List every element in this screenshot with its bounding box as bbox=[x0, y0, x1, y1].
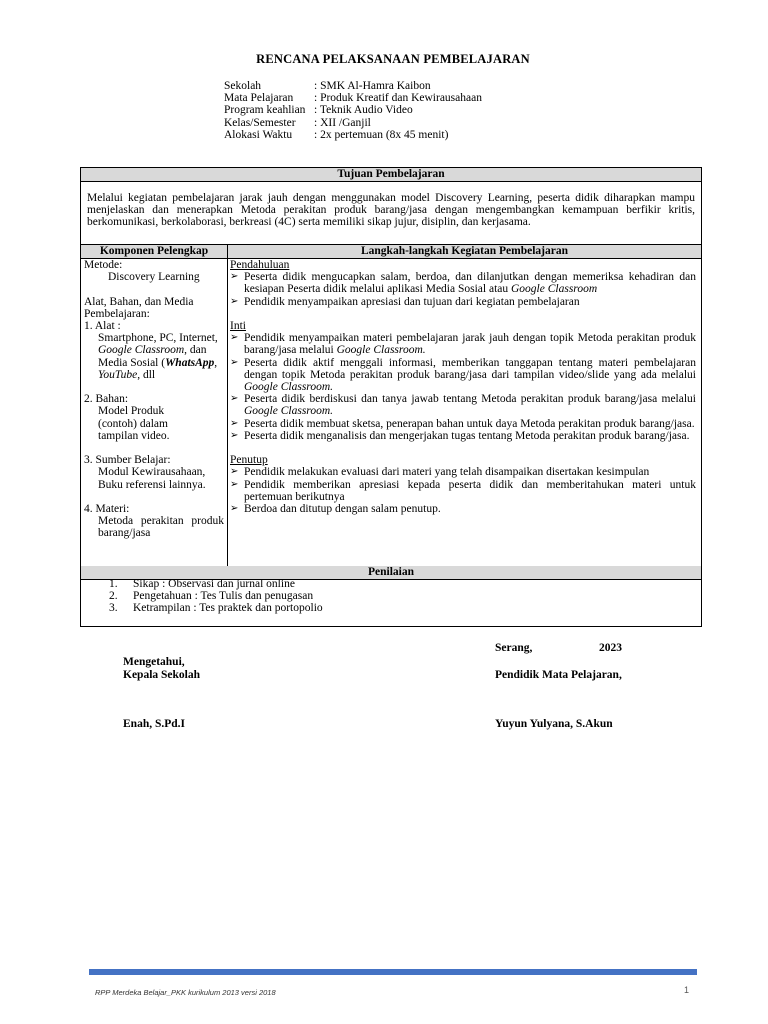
kepala-label: Kepala Sekolah bbox=[123, 669, 201, 681]
arrow-bullet-icon: ➢ bbox=[230, 417, 239, 429]
sign-year: 2023 bbox=[599, 642, 622, 654]
tujuan-header: Tujuan Pembelajaran bbox=[81, 168, 701, 182]
arrow-bullet-icon: ➢ bbox=[230, 503, 239, 515]
info-label: Mata Pelajaran bbox=[224, 92, 294, 105]
list-item: ➢ Pendidik memberikan apresiasi kepada peserta didik dan memberitahukan materi untuk pertemuan berikutnya bbox=[230, 478, 696, 503]
list-item: ➢ Peserta didik membuat sketsa, penerapan bahan untuk daya Metoda perakitan produk barang/jasa. bbox=[230, 417, 695, 430]
info-label: Alokasi Waktu bbox=[224, 128, 293, 141]
page-title: RENCANA PELAKSANAAN PEMBELAJARAN bbox=[256, 52, 530, 66]
info-label: Sekolah bbox=[224, 80, 262, 92]
list-item: ➢ Pendidik melakukan evaluasi dari materi yang telah disampaikan disertakan kesimpulan bbox=[230, 466, 650, 479]
langkah-header: Langkah-langkah Kegiatan Pembelajaran bbox=[228, 245, 701, 259]
list-item: ➢ Pendidik menyampaikan materi pembelajaran jarak jauh dengan topik Metoda perakitan produk barang/jasa melalui Google Classroom. bbox=[230, 332, 696, 357]
penilaian-list bbox=[109, 578, 323, 615]
page-number: 1 bbox=[684, 985, 690, 995]
materi-value: Metoda perakitan produk barang/jasa bbox=[98, 515, 224, 540]
list-item: 3. Ketrampilan : Tes praktek dan portopolio bbox=[109, 602, 323, 615]
pendidik-name: Yuyun Yulyana, S.Akun bbox=[495, 718, 613, 730]
langkah-column bbox=[230, 259, 696, 515]
list-item: ➢ Berdoa dan ditutup dengan salam penutup. bbox=[230, 503, 441, 516]
inti-title: Inti bbox=[230, 320, 246, 332]
arrow-bullet-icon: ➢ bbox=[230, 295, 239, 307]
list-item: 1. Sikap : Observasi dan jurnal online bbox=[109, 578, 295, 590]
arrow-bullet-icon: ➢ bbox=[230, 332, 239, 344]
komponen-header: Komponen Pelengkap bbox=[81, 245, 228, 259]
komponen-langkah-header-row bbox=[81, 245, 701, 259]
bahan-value: Model Produk (contoh) dalam tampilan video. bbox=[98, 405, 170, 442]
pendahuluan-title: Pendahuluan bbox=[230, 259, 290, 271]
info-value: : XII /Ganjil bbox=[314, 116, 371, 129]
info-label: Kelas/Semester bbox=[224, 116, 296, 129]
tujuan-text: Melalui kegiatan pembelajaran jarak jauh dengan menggunakan model Discovery Learning, peserta didik diharapkan mampu menjelaskan dan menerapkan Metoda perakitan produk barang/jasa dengan mengembangkan kemampuan berfikir kritis, berkomunikasi, berkolaborasi, berkreasi (4C) serta memiliki sikap jujur, disiplin, dan kerjasama. bbox=[87, 192, 695, 229]
info-value: : Teknik Audio Video bbox=[314, 104, 413, 117]
info-row-alokasi bbox=[224, 129, 482, 141]
column-divider bbox=[227, 245, 228, 567]
list-item: ➢ Peserta didik mengucapkan salam, berdoa, dan dilanjutkan dengan memeriksa kehadiran dan kesiapan Peserta didik melalui aplikasi Media Sosial atau Google Classroom bbox=[230, 271, 696, 296]
list-item: 2. Pengetahuan : Tes Tulis dan penugasan bbox=[109, 590, 314, 603]
alat-label: 1. Alat : bbox=[84, 320, 121, 332]
list-item: ➢ Pendidik menyampaikan apresiasi dan tujuan dari kegiatan pembelajaran bbox=[230, 295, 580, 308]
alat-title: Alat, Bahan, dan Media Pembelajaran: bbox=[84, 295, 194, 320]
arrow-bullet-icon: ➢ bbox=[230, 271, 239, 283]
list-item: ➢ Peserta didik aktif menggali informasi, memberikan tanggapan tentang materi pembelajaran dengan topik Metoda perakitan produk barang/jasa dari tampilan video/slide yang ada melalui Google Classroom. bbox=[230, 356, 696, 394]
footer-text: RPP Merdeka Belajar_PKK kurikulum 2013 versi 2018 bbox=[95, 988, 276, 997]
info-row-kelas bbox=[224, 117, 482, 129]
list-item: ➢ Peserta didik menganalisis dan mengerjakan tugas tentang Metoda perakitan produk barang/jasa. bbox=[230, 429, 690, 442]
pendidik-label: Pendidik Mata Pelajaran, bbox=[495, 669, 622, 681]
arrow-bullet-icon: ➢ bbox=[230, 393, 239, 405]
sign-place: Serang, bbox=[495, 642, 533, 654]
sumber-label: 3. Sumber Belajar: bbox=[84, 454, 171, 467]
info-row-sekolah bbox=[224, 80, 482, 92]
mengetahui-label: Mengetahui, bbox=[123, 656, 185, 668]
arrow-bullet-icon: ➢ bbox=[230, 478, 239, 490]
komponen-column bbox=[84, 259, 224, 540]
arrow-bullet-icon: ➢ bbox=[230, 466, 239, 478]
info-block bbox=[224, 80, 482, 141]
bahan-label: 2. Bahan: bbox=[84, 393, 129, 406]
list-item: ➢ Peserta didik berdiskusi dan tanya jawab tentang Metoda perakitan produk barang/jasa melalui Google Classroom. bbox=[230, 393, 696, 418]
alat-value: Smartphone, PC, Internet, Google Classroom, dan Media Sosial (WhatsApp, YouTube, dll bbox=[98, 332, 218, 381]
metode-value: Discovery Learning bbox=[108, 271, 200, 284]
sumber-value: Modul Kewirausahaan, Buku referensi lainnya. bbox=[98, 466, 206, 491]
info-value: : 2x pertemuan (8x 45 menit) bbox=[314, 128, 449, 141]
materi-label: 4. Materi: bbox=[84, 503, 130, 515]
arrow-bullet-icon: ➢ bbox=[230, 429, 239, 441]
rpp-table bbox=[80, 167, 702, 627]
info-row-mapel bbox=[224, 92, 482, 104]
metode-label: Metode: bbox=[84, 259, 123, 271]
info-label: Program keahlian bbox=[224, 104, 306, 117]
footer-bar bbox=[89, 969, 697, 975]
info-value: : SMK Al-Hamra Kaibon bbox=[314, 80, 431, 92]
info-value: : Produk Kreatif dan Kewirausahaan bbox=[314, 92, 482, 105]
kepala-name: Enah, S.Pd.I bbox=[123, 718, 186, 730]
info-row-program bbox=[224, 104, 482, 116]
penutup-title: Penutup bbox=[230, 454, 268, 467]
penilaian-header: Penilaian bbox=[81, 566, 701, 580]
arrow-bullet-icon: ➢ bbox=[230, 356, 239, 368]
